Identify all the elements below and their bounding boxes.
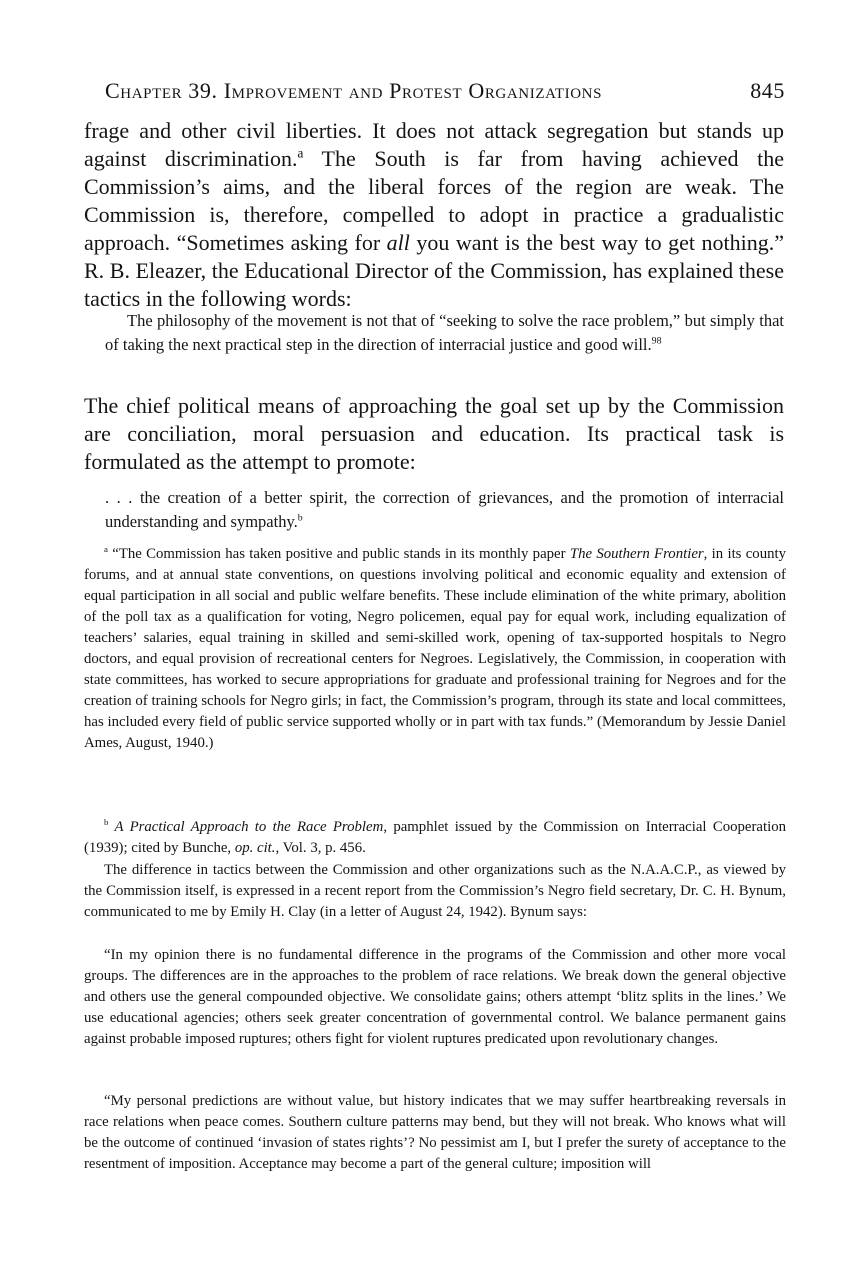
footnote-text: The difference in tactics between the Commission and other organizations such as the N.A.A.C.P., as viewed by the Commission itself, is expressed in a recent report from the Commission’s Negro field secretary, Dr. C. H. Bynum, communicated to me by Emily H. Clay (in a letter of August 24, 1942). Bynum says: — [84, 862, 786, 920]
body-paragraph-1 — [84, 117, 784, 313]
body-paragraph-2 — [84, 392, 784, 476]
footnote-ref-b: b — [297, 512, 303, 523]
quote-text: The philosophy of the movement is not that of “seeking to solve the race problem,” but simply that of taking the next practical step in the direction of interracial justice and good will. — [105, 311, 784, 354]
footnote-text: “My personal predictions are without value, but history indicates that we may suffer heartbreaking reversals in race relations when peace comes. Southern culture patterns may bend, but they will not break. Who knows what will be the outcome of continued ‘invasion of states rights’? No pessimist am I, but I prefer the surety of acceptance to the resentment of imposition. Acceptance may become a part of the general culture; imposition will — [84, 1093, 786, 1172]
footnote-text: “The Commission has taken positive and public stands in its monthly paper — [107, 546, 570, 562]
footnote-text: , in its county forums, and at annual state conventions, on questions involving political and economic equality and extension of equal participation in all social and public welfare benefits. These include elimination of the white primary, abolition of the poll tax as a qualification for voting, Negro policemen, equal pay for equal work, including equalization of teachers’ salaries, equal training in skilled and semi-skilled work, opening of tax-supported hospitals to Negro doctors, and equal provision of recreational centers for Negroes. Legislatively, the Commission, in cooperation with state committees, has worked to secure appropriations for graduate and professional training for Negroes and for the creation of training schools for Negro girls; in fact, the Commission’s program, through its state and local committees, has included every field of public service supported wholly or in part with tax funds.” (Memorandum by Jessie Daniel Ames, August, 1940.) — [84, 546, 787, 751]
footnote-text: “In my opinion there is no fundamental difference in the programs of the Commission and other more vocal groups. The differences are in the approaches to the problem of race relations. We break down the general objective and others use the general compounded objective. We consolidate gains; others attempt ‘blitz splits in the lines.’ We use educational agencies; others seek greater concentration of governmental control. We balance permanent gains against probable imposed ruptures; others fight for violent ruptures predicated upon revolutionary changes. — [84, 947, 786, 1047]
paragraph-text: The chief political means of approaching the goal set up by the Commission are conciliation, moral persuasion and education. Its practical task is formulated as the attempt to promote: — [84, 393, 784, 474]
paragraph-text: frage and other civil liberties. It does not attack segregation but stands up against discrimination. — [84, 118, 784, 171]
emphasis: op. cit. — [234, 840, 276, 856]
footnote-a — [84, 544, 786, 754]
emphasis: The Southern Frontier — [569, 546, 704, 562]
page-number: 845 — [750, 78, 785, 103]
emphasis: all — [386, 230, 410, 255]
footnote-ref-a: a — [297, 145, 304, 161]
footnote-text: , Vol. 3, p. 456. — [275, 840, 366, 856]
chapter-title: Chapter 39. Improvement and Protest Organizations — [105, 78, 603, 103]
block-quote-2 — [105, 486, 784, 533]
running-header — [105, 78, 785, 112]
quote-text: . . . the creation of a better spirit, the correction of grievances, and the promotion of interracial understanding and sympathy. — [105, 488, 784, 531]
paragraph-text: you want is the best way to get nothing.” R. B. Eleazer, the Educational Director of the Commission, has explained these tactics in the following words: — [84, 230, 784, 311]
footnote-text: , pamphlet issued by the Commission on Interracial Cooperation (1939); cited by Bunche, — [84, 819, 786, 856]
footnote-marker: b — [104, 817, 109, 828]
block-quote-1 — [105, 309, 784, 356]
footnote-paragraph-d — [84, 945, 786, 1050]
footnote-b — [84, 817, 786, 859]
footnote-paragraph-c — [84, 860, 786, 923]
footnote-ref-98: 98 — [651, 335, 662, 346]
paragraph-text: The South is far from having achieved the Commission’s aims, and the liberal forces of the region are weak. The Commission is, therefore, compelled to adopt in practice a gradualistic approach. “Sometimes asking for — [84, 146, 785, 255]
footnote-paragraph-e — [84, 1091, 786, 1175]
footnote-marker: a — [104, 544, 108, 555]
emphasis: A Practical Approach to the Race Problem — [108, 819, 384, 835]
